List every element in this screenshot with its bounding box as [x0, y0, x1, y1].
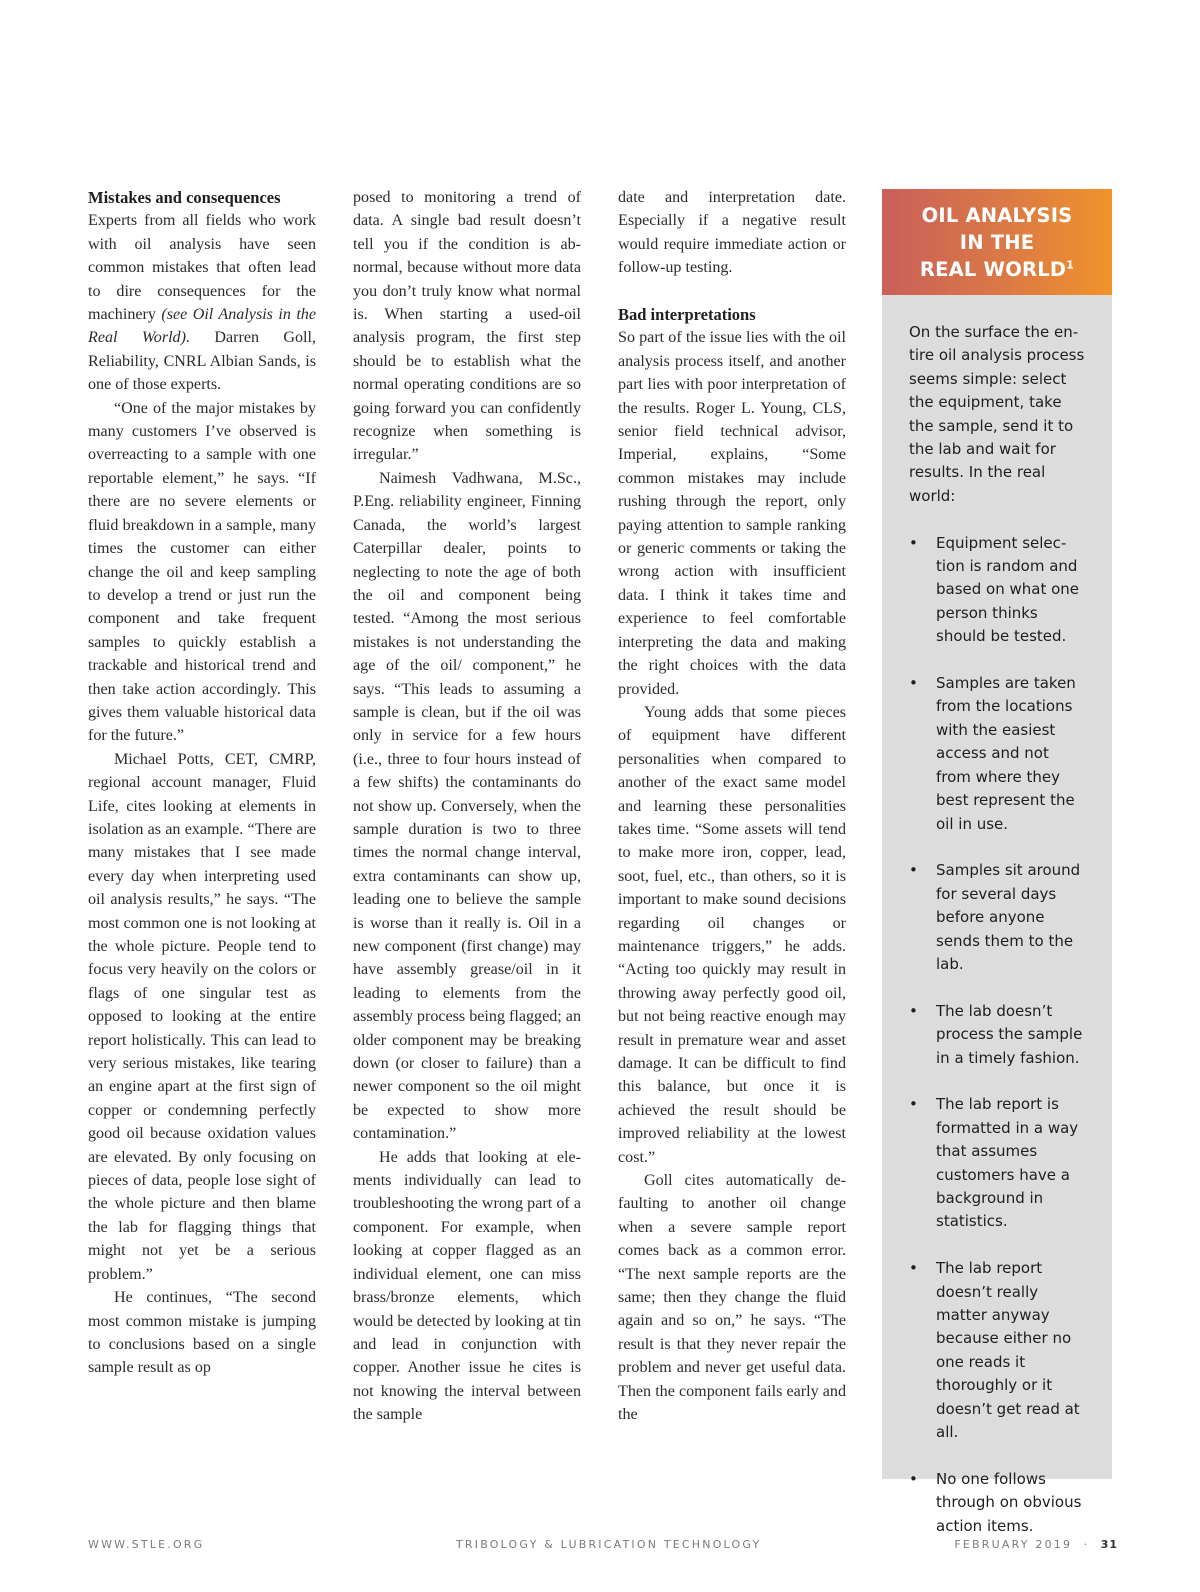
- page-number: 31: [1100, 1538, 1118, 1551]
- list-item: • The lab doesn’t process the sample in a timely fashion.: [909, 1001, 1083, 1067]
- bullet-icon: •: [909, 861, 918, 880]
- paragraph: Goll cites automatically defaulting to another oil change when a severe sample report comes back as a common error. “The next sample reports are the same; then they change the fluid again and so on,” he says. “The result is that they never repair the problem and never get useful data. Then the component fails early and the: [618, 1172, 846, 1424]
- list-item: • Equipment selection is random and based on what one person thinks should be tested.: [909, 533, 1080, 646]
- sidebar-body: [882, 295, 1112, 1538]
- bullet-icon: •: [909, 533, 918, 552]
- article-column-3: [618, 186, 846, 1427]
- bullet-icon: •: [909, 1259, 918, 1278]
- list-item: • No one follows through on obvious action items.: [909, 1469, 1082, 1535]
- paragraph: So part of the issue lies with the oil analysis process itself, and another part lies with poor interpretation of the results. Roger L. Young, CLS, senior field technical advisor, Imperial, explains, “Some common mistakes may include rushing through the report, only paying attention to sample ranking or generic comments or taking the wrong action with insufficient data. I think it takes time and experience to feel comfortable interpreting the data and making the right choices with the data provided.: [618, 329, 846, 698]
- paragraph: Experts from all fields who work with oil analysis have seen common mistakes that often lead to dire consequences for the machinery (see Oil Analysis in the Real World). Darren Goll, Reliability, CNRL Albian Sands, is one of those experts.: [88, 212, 316, 394]
- bullet-icon: •: [909, 1469, 918, 1488]
- sidebar-intro: On the surface the entire oil analysis process seems simple: select the equipment, take the sample, send it to the lab and wait for results. In the real world:: [909, 323, 1085, 505]
- website-link[interactable]: WWW.STLE.ORG: [88, 1538, 205, 1551]
- article-column-2: [353, 186, 581, 1427]
- footnote-marker: 1: [1066, 258, 1075, 272]
- publication-name: TRIBOLOGY & LUBRICATION TECHNOLOGY: [456, 1538, 762, 1551]
- paragraph: “One of the major mistakes by many customers I’ve observed is overreacting to a sample with one reportable element,” he says. “If there are no severe elements or fluid breakdown in a sample, many times the customer can either change the oil and keep sampling to develop a trend or just run the component and take frequent samples to quickly establish a trackable and historical trend and then take action accordingly. This gives them valuable historical data for the future.”: [88, 399, 316, 745]
- section-heading-mistakes: Mistakes and consequences: [88, 188, 281, 207]
- paragraph: He adds that looking at elements individually can lead to troubleshooting the wrong part of a component. For example, when looking at copper flagged as an individual element, one can miss brass/bronze elements, which would be detected by looking at tin and lead in conjunction with copper. Another issue he cites is not knowing the interval between the sample: [353, 1148, 581, 1424]
- paragraph: Michael Potts, CET, CMRP, regional account manager, Fluid Life, cites looking at elements in isolation as an example. “There are many mistakes that I see made every day when interpreting used oil analysis results,” he says. “The most common one is not looking at the whole picture. People tend to focus very heavily on the colors or flags of one singular test as opposed to looking at the entire report holistically. This can lead to very serious mistakes, like tearing an engine apart at the first sign of copper or condemning perfectly good oil because oxidation values are elevated. By only focusing on pieces of data, people lose sight of the whole picture and then blame the lab for flagging things that might not yet be a serious problem.”: [88, 750, 316, 1283]
- list-item: • Samples are taken from the locations with the easiest access and not from where they best represent the oil in use.: [909, 674, 1076, 833]
- list-item: • The lab report is formatted in a way that assumes customers have a background in statistics.: [909, 1095, 1079, 1231]
- sidebar-title: OIL ANALYSIS IN THE REAL WORLD$^1$: [882, 189, 1112, 295]
- issue-and-page: [954, 1538, 1118, 1551]
- sidebar-reference: (see Oil Analysis in the Real World).: [88, 306, 316, 347]
- paragraph: He continues, “The second most common mistake is jumping to conclusions based on a single sample result as op: [88, 1289, 316, 1377]
- paragraph: posed to monitoring a trend of data. A single bad result doesn’t tell you if the condition is abnormal, because without more data you don’t truly know what normal is. When starting a used-oil analysis program, the first step should be to establish what the normal operating conditions are so going forward you can confidently recognize when something is irregular.”: [353, 189, 581, 464]
- list-item: • The lab report doesn’t really matter anyway because either no one reads it thoroughly or it doesn’t get read at all.: [909, 1259, 1080, 1441]
- separator: ·: [1083, 1538, 1090, 1551]
- paragraph: Young adds that some pieces of equipment have different personalities when compared to another of the exact same model and learning these personalities takes time. “Some assets will tend to make more iron, copper, lead, soot, fuel, etc., than others, so it is important to make sound decisions regarding oil changes or maintenance triggers,” he adds. “Acting too quickly may result in throwing away perfectly good oil, but not being reactive enough may result in premature wear and asset damage. It can be difficult to find this balance, but once it is achieved the result should be improved reliability at the lowest cost.”: [618, 703, 846, 1166]
- bullet-icon: •: [909, 1001, 918, 1020]
- bullet-icon: •: [909, 1095, 918, 1114]
- paragraph: Naimesh Vadhwana, M.Sc., P.Eng. reliability engineer, Finning Canada, the world’s largest Caterpillar dealer, points to neglecting to note the age of both the oil and component being tested. “Among the most serious mistakes is not understanding the age of the oil/ component,” he says. “This leads to assuming a sample is clean, but if the oil was only in service for a few hours (i.e., three to four hours instead of a few shifts) the contaminants do not show up. Conversely, when the sample duration is two to three times the normal change interval, extra contaminants can show up, leading one to believe the sample is worse than it really is. Oil in a new component (first change) may have assembly grease/oil in it leading to elements from the assembly process being flagged; an older component may be breaking down (or closer to failure) than a newer component so the oil might be expected to show more contamination.”: [353, 469, 581, 1143]
- paragraph: date and interpretation date. Especially if a negative result would require immediate action or follow-up testing.: [618, 189, 846, 277]
- bullet-icon: •: [909, 674, 918, 693]
- list-item: • Samples sit around for several days before anyone sends them to the lab.: [909, 861, 1081, 973]
- section-heading-bad-interpretations: Bad interpretations: [618, 305, 756, 325]
- sidebar-bullet-list: [909, 532, 1088, 1538]
- article-column-1: [88, 186, 316, 1380]
- issue-date: FEBRUARY 2019: [954, 1538, 1073, 1551]
- oil-analysis-sidebar: [882, 189, 1112, 1535]
- page-footer: [88, 1538, 1118, 1558]
